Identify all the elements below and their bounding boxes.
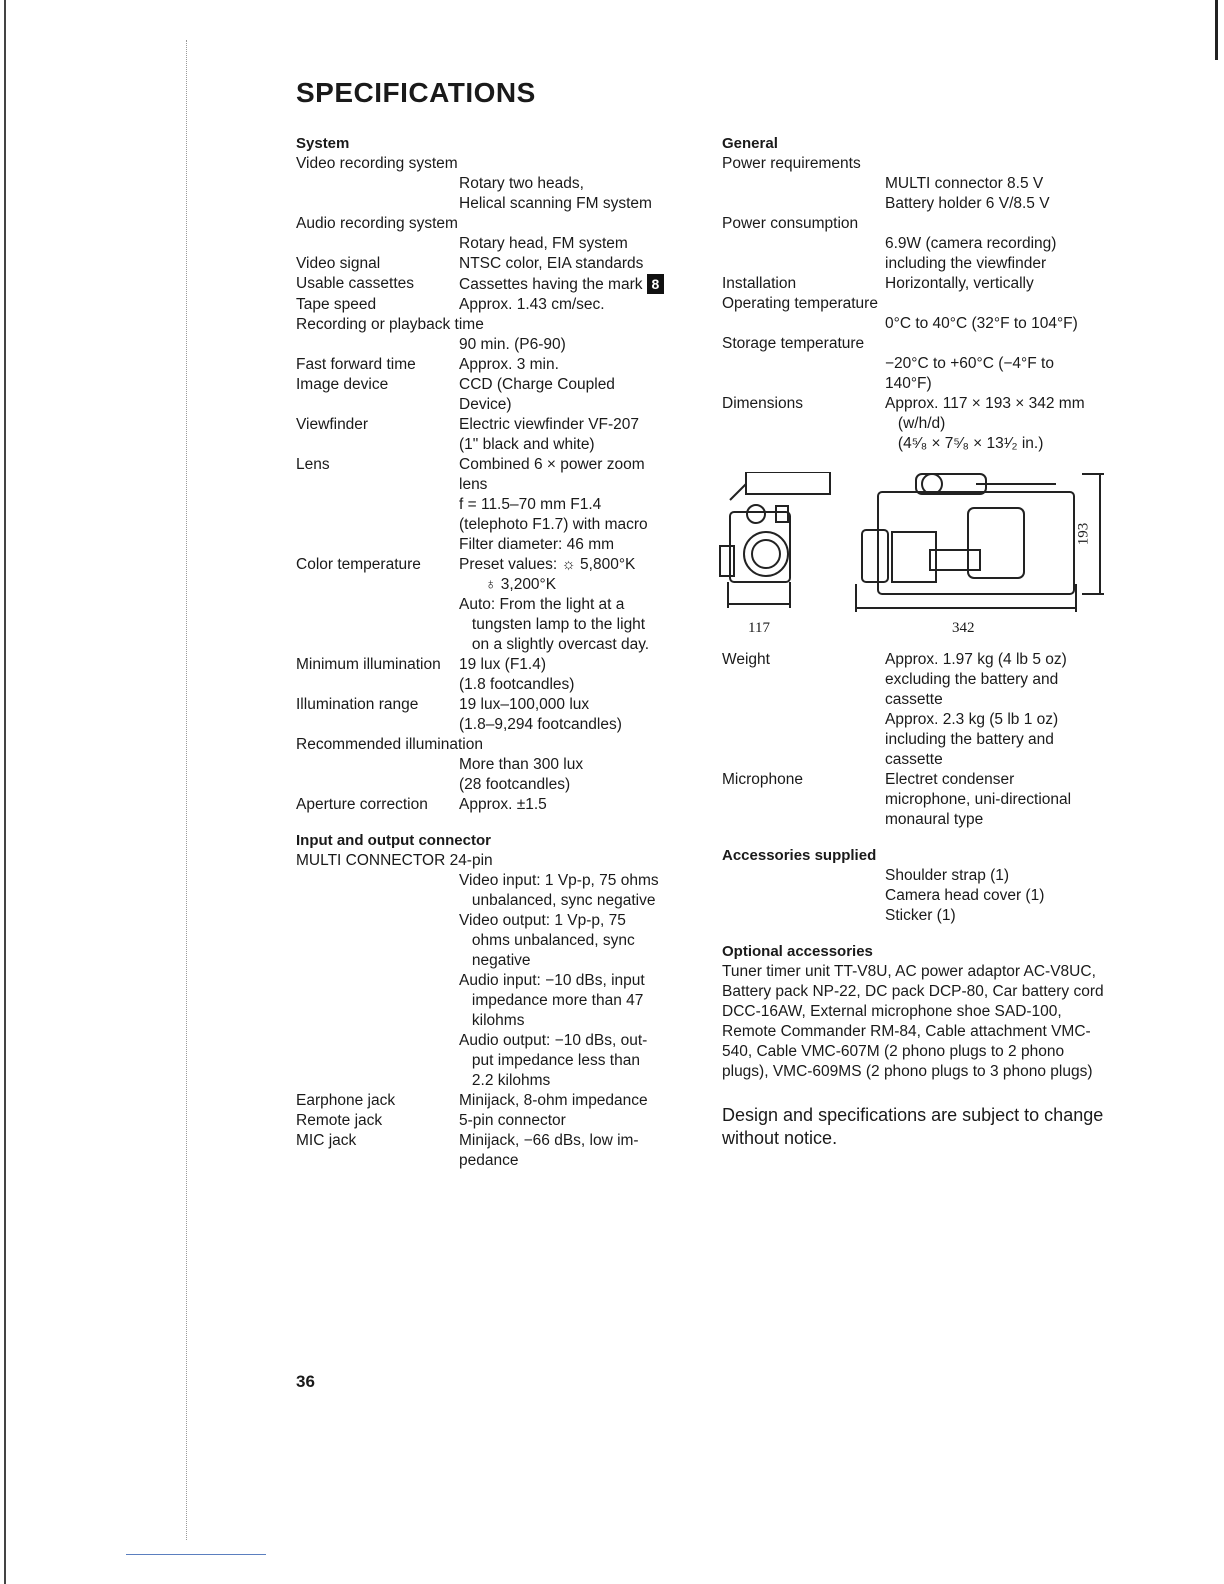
general2-spec-value-line: monaural type	[885, 811, 984, 828]
system-spec-value	[459, 254, 696, 274]
io-spec-label: MIC jack	[296, 1132, 357, 1149]
video8-mark-icon: 8	[647, 274, 665, 294]
io-spec-value	[459, 1131, 696, 1171]
io-spec-value-line: Audio input: −10 dBs, input	[459, 972, 645, 989]
io-spec-value-line: ohms unbalanced, sync	[459, 932, 635, 949]
system-spec-label: Fast forward time	[296, 356, 416, 373]
camera-dimension-figure	[716, 472, 1106, 642]
general-spec-value-line: −20°C to +60°C (−4°F to	[885, 355, 1054, 372]
system-spec-value-line: ♁ 3,200°K	[459, 576, 557, 593]
system-spec-value	[459, 695, 696, 735]
io-spec-value-line: impedance more than 47	[459, 992, 644, 1009]
accessories-heading: Accessories supplied	[722, 847, 877, 864]
general-spec-label: Operating temperature	[722, 295, 878, 312]
bottom-rule	[126, 1554, 266, 1555]
general-spec-row	[722, 394, 1112, 454]
system-spec-row	[296, 375, 696, 415]
general-spec-value-line: (w/h/d)	[885, 415, 946, 432]
page-number: 36	[296, 1372, 315, 1391]
system-spec-row	[296, 154, 696, 214]
system-spec-value-line: Auto: From the light at a	[459, 596, 625, 613]
system-heading: System	[296, 135, 350, 152]
page-title: SPECIFICATIONS	[296, 77, 536, 108]
general2-spec-value-line: Approx. 1.97 kg (4 lb 5 oz)	[885, 651, 1067, 668]
system-spec-row	[296, 455, 696, 555]
system-spec-value	[459, 415, 696, 455]
general-spec-row	[722, 154, 1112, 214]
system-spec-value-line: Rotary two heads,	[459, 175, 584, 192]
system-spec-value-line: More than 300 lux	[459, 756, 584, 773]
system-spec-label: Image device	[296, 376, 389, 393]
system-spec-value	[459, 295, 696, 315]
system-spec-row	[296, 735, 696, 795]
system-spec-label: Illumination range	[296, 696, 419, 713]
system-spec-label: Recommended illumination	[296, 736, 483, 753]
camera-drawing	[716, 472, 1106, 642]
system-spec-value-line: 19 lux–100,000 lux	[459, 696, 590, 713]
io-spec-value-line: pedance	[459, 1152, 519, 1169]
system-spec-label: Usable cassettes	[296, 275, 415, 292]
general-spec-value-line: 6.9W (camera recording)	[885, 235, 1057, 252]
general2-spec-row	[722, 650, 1112, 770]
general-spec-value-line: (4⁵⁄₈ × 7⁵⁄₈ × 13¹⁄₂ in.)	[885, 435, 1044, 452]
system-spec-value-line: Helical scanning FM system	[459, 195, 652, 212]
optional-accessories-text: Tuner timer unit TT-V8U, AC power adaptor AC-V8UC, Battery pack NP-22, DC pack DCP-80, Car battery cord DCC-16AW, External microphone shoe SAD-100, Remote Commander RM-84, Cable attachment VMC-540, Cable VMC-607M (2 phono plugs to 2 phono plugs), VMC-609MS (2 phono plugs to 3 phono plugs)	[722, 963, 1104, 1080]
front-view-viewfinder	[746, 472, 830, 494]
io-spec-label: MULTI CONNECTOR 24-pin	[296, 852, 493, 869]
accessory-item: Shoulder strap (1)	[885, 867, 1010, 884]
io-spec-label: Earphone jack	[296, 1092, 396, 1109]
weight-mic-spec-list	[722, 650, 1112, 830]
system-spec-value-line: Electric viewfinder VF-207	[459, 416, 640, 433]
system-spec-row	[296, 214, 696, 254]
system-spec-value	[459, 755, 696, 795]
io-spec-value-line: Minijack, 8-ohm impedance	[459, 1092, 648, 1109]
system-spec-value-line: f = 11.5–70 mm F1.4	[459, 496, 602, 513]
system-spec-value-line: (28 footcandles)	[459, 776, 571, 793]
system-spec-value	[459, 555, 696, 655]
system-spec-value-line: 19 lux (F1.4)	[459, 656, 547, 673]
dim-height-label: 193	[1075, 522, 1092, 546]
io-spec-value-line: Audio output: −10 dBs, out-	[459, 1032, 648, 1049]
general-heading: General	[722, 135, 778, 152]
general-spec-value-line: 0°C to 40°C (32°F to 104°F)	[885, 315, 1078, 332]
dim-depth-label: 342	[952, 620, 975, 636]
general-spec-label: Storage temperature	[722, 335, 865, 352]
system-spec-value	[459, 174, 696, 214]
system-spec-row	[296, 795, 696, 815]
general2-spec-value-line: Electret condenser	[885, 771, 1015, 788]
front-view-lens	[744, 532, 788, 576]
system-spec-value-line: (1" black and white)	[459, 436, 595, 453]
general-spec-value	[885, 314, 1112, 334]
system-spec-row	[296, 655, 696, 695]
system-spec-value-line: lens	[459, 476, 488, 493]
general-spec-row	[722, 274, 1112, 294]
system-spec-row	[296, 555, 696, 655]
system-spec-label: Minimum illumination	[296, 656, 441, 673]
left-column	[296, 134, 696, 1171]
system-spec-value	[459, 455, 696, 555]
io-spec-list	[296, 851, 696, 1171]
general-spec-value	[885, 354, 1112, 394]
system-spec-row	[296, 315, 696, 355]
system-spec-list	[296, 154, 696, 815]
general-spec-value	[885, 394, 1112, 454]
general-spec-value	[885, 174, 1112, 214]
io-spec-value	[459, 1091, 696, 1111]
binding-edge-dots	[186, 40, 188, 1540]
general-spec-label: Installation	[722, 275, 797, 292]
system-spec-value-line: NTSC color, EIA standards	[459, 255, 644, 272]
accessories-list	[885, 866, 1112, 926]
io-spec-value-line: 5-pin connector	[459, 1112, 566, 1129]
system-spec-value-line: Combined 6 × power zoom	[459, 456, 645, 473]
system-spec-value-line: Rotary head, FM system	[459, 235, 628, 252]
system-spec-label: Video signal	[296, 255, 381, 272]
general2-spec-value	[885, 650, 1112, 770]
right-column	[722, 134, 1112, 1150]
system-spec-value-line: Cassettes having the mark 8	[459, 274, 696, 295]
general-spec-value-line: Approx. 117 × 193 × 342 mm	[885, 395, 1085, 412]
system-spec-value-line: Preset values: ☼ 5,800°K	[459, 556, 636, 573]
system-spec-label: Viewfinder	[296, 416, 369, 433]
system-spec-value-line: Filter diameter: 46 mm	[459, 536, 615, 553]
system-spec-row	[296, 295, 696, 315]
system-spec-value	[459, 274, 696, 295]
general2-spec-value	[885, 770, 1112, 830]
io-spec-value-line: Minijack, −66 dBs, low im-	[459, 1132, 639, 1149]
system-spec-label: Lens	[296, 456, 330, 473]
system-spec-value-line: (telephoto F1.7) with macro	[459, 516, 648, 533]
system-spec-value-line: Approx. 3 min.	[459, 356, 559, 373]
system-spec-value	[459, 234, 696, 254]
io-spec-value	[459, 1111, 696, 1131]
system-spec-value-line: Approx. 1.43 cm/sec.	[459, 296, 605, 313]
general2-spec-value-line: including the battery and	[885, 731, 1054, 748]
general-spec-label: Power requirements	[722, 155, 861, 172]
system-spec-value-line: (1.8 footcandles)	[459, 676, 575, 693]
general-spec-value-line: Battery holder 6 V/8.5 V	[885, 195, 1050, 212]
io-spec-row	[296, 1111, 696, 1131]
general-spec-value-line: 140°F)	[885, 375, 932, 392]
io-spec-value-line: kilohms	[459, 1012, 525, 1029]
general-spec-row	[722, 334, 1112, 394]
general-spec-value-line: including the viewfinder	[885, 255, 1047, 272]
optional-heading: Optional accessories	[722, 943, 873, 960]
system-spec-value-line: 90 min. (P6-90)	[459, 336, 566, 353]
system-spec-row	[296, 254, 696, 274]
system-spec-value-line: Approx. ±1.5	[459, 796, 547, 813]
general2-spec-row	[722, 770, 1112, 830]
io-spec-value-line: unbalanced, sync negative	[459, 892, 656, 909]
system-spec-label: Recording or playback time	[296, 316, 484, 333]
system-spec-row	[296, 415, 696, 455]
system-spec-value	[459, 375, 696, 415]
system-spec-row	[296, 274, 696, 295]
io-spec-row	[296, 851, 696, 1091]
io-spec-value	[459, 871, 696, 1091]
binding-edge	[0, 0, 8, 1584]
system-spec-value-line: on a slightly overcast day.	[459, 636, 650, 653]
general-spec-value	[885, 234, 1112, 274]
system-spec-value-line: (1.8–9,294 footcandles)	[459, 716, 622, 733]
general2-spec-value-line: cassette	[885, 751, 943, 768]
system-spec-row	[296, 695, 696, 735]
front-view-grip	[720, 546, 734, 576]
io-spec-value-line: negative	[459, 952, 531, 969]
system-spec-label: Video recording system	[296, 155, 458, 172]
general-spec-value-line: Horizontally, vertically	[885, 275, 1034, 292]
general-spec-label: Dimensions	[722, 395, 803, 412]
system-spec-value	[459, 655, 696, 695]
general2-spec-value-line: Approx. 2.3 kg (5 lb 1 oz)	[885, 711, 1059, 728]
io-spec-row	[296, 1131, 696, 1171]
general2-spec-value-line: microphone, uni-directional	[885, 791, 1072, 808]
general-spec-row	[722, 294, 1112, 334]
system-spec-value	[459, 355, 696, 375]
io-spec-value-line: Video input: 1 Vp-p, 75 ohms	[459, 872, 659, 889]
general-spec-value	[885, 274, 1112, 294]
io-heading: Input and output connector	[296, 832, 491, 849]
accessory-item: Camera head cover (1)	[885, 887, 1045, 904]
system-spec-value-line: Device)	[459, 396, 512, 413]
io-spec-label: Remote jack	[296, 1112, 383, 1129]
io-spec-row	[296, 1091, 696, 1111]
system-spec-label: Color temperature	[296, 556, 421, 573]
system-spec-label: Aperture correction	[296, 796, 428, 813]
system-spec-value-line: CCD (Charge Coupled	[459, 376, 615, 393]
change-notice: Design and specifications are subject to change without notice.	[722, 1105, 1104, 1148]
io-spec-value-line: Video output: 1 Vp-p, 75	[459, 912, 626, 929]
general-spec-value-line: MULTI connector 8.5 V	[885, 175, 1044, 192]
system-spec-label: Tape speed	[296, 296, 377, 313]
dim-width-label: 117	[748, 620, 770, 636]
general-spec-label: Power consumption	[722, 215, 859, 232]
general2-spec-label: Microphone	[722, 771, 803, 788]
right-edge-mark	[1215, 0, 1218, 60]
system-spec-value-line: tungsten lamp to the light	[459, 616, 646, 633]
general-spec-row	[722, 214, 1112, 274]
general2-spec-value-line: cassette	[885, 691, 943, 708]
system-spec-value	[459, 335, 696, 355]
system-spec-value	[459, 795, 696, 815]
general-spec-list	[722, 154, 1112, 454]
general2-spec-value-line: excluding the battery and	[885, 671, 1059, 688]
io-spec-value-line: 2.2 kilohms	[459, 1072, 551, 1089]
system-spec-row	[296, 355, 696, 375]
system-spec-label: Audio recording system	[296, 215, 458, 232]
general2-spec-label: Weight	[722, 651, 770, 668]
accessory-item: Sticker (1)	[885, 907, 956, 924]
io-spec-value-line: put impedance less than	[459, 1052, 640, 1069]
